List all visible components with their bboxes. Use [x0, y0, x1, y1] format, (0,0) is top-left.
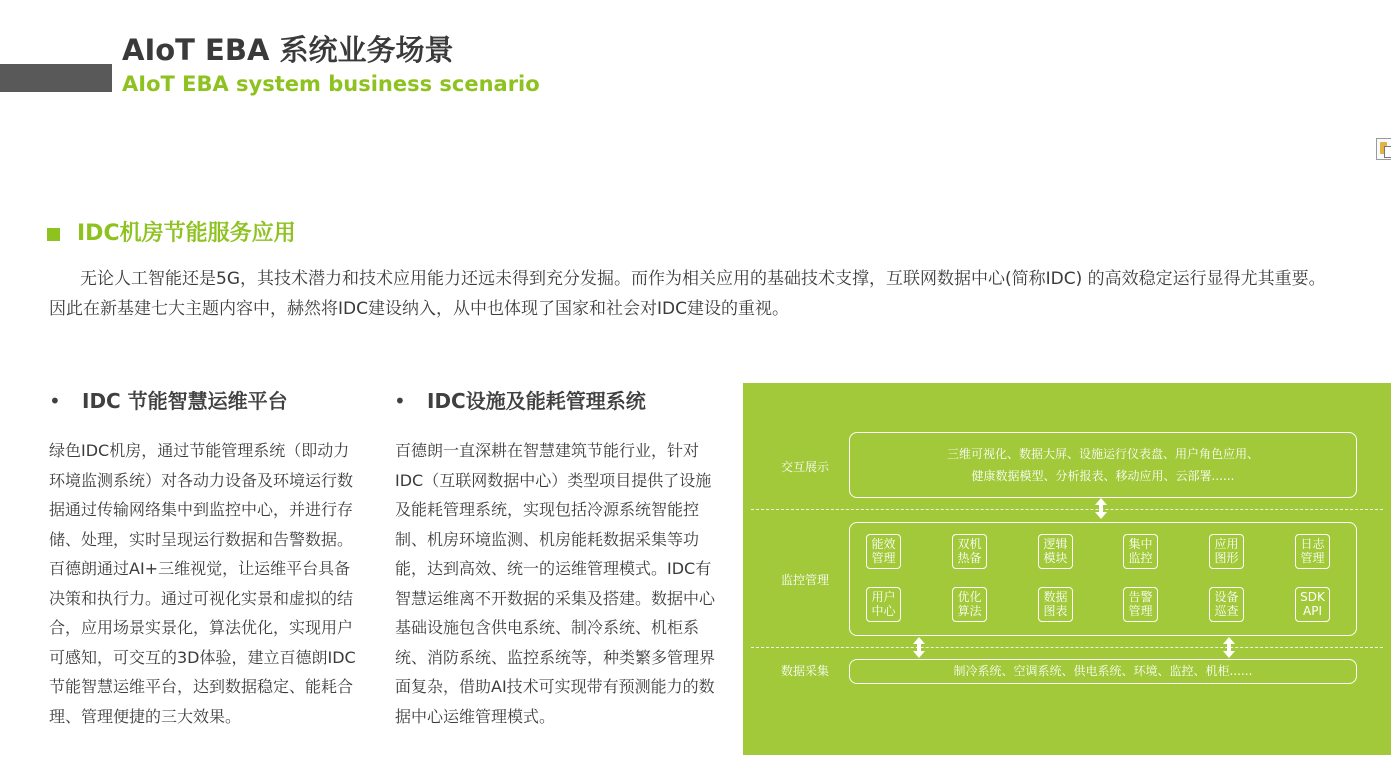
bullet-dot: •	[394, 389, 406, 413]
collect-layer-box: 制冷系统、空调系统、供电系统、环境、监控、机柜......	[849, 659, 1357, 684]
module-line: 应用	[1214, 537, 1239, 551]
architecture-diagram	[743, 383, 1391, 755]
module-line: 中心	[871, 604, 896, 618]
display-line: 健康数据模型、分析报表、移动应用、云部署......	[971, 469, 1235, 483]
section-title: IDC机房节能服务应用	[77, 221, 296, 246]
double-arrow-icon	[1095, 498, 1107, 519]
double-arrow-icon	[913, 637, 925, 658]
module-line: 优化	[957, 590, 982, 604]
module-line: 巡查	[1214, 604, 1239, 618]
module-line: 管理	[1300, 551, 1325, 565]
module-energy-management	[866, 534, 901, 569]
clipboard-icon[interactable]	[1376, 138, 1391, 160]
module-logic	[1038, 534, 1073, 569]
bullet-square-icon	[47, 228, 60, 241]
bullet-dot: •	[49, 389, 61, 413]
layer-label-monitor: 监控管理	[781, 573, 830, 587]
column-heading-text: IDC 节能智慧运维平台	[82, 389, 288, 413]
module-line: 告警	[1128, 590, 1153, 604]
column-body-facility: 百德朗一直深耕在智慧建筑节能行业，针对IDC（互联网数据中心）类型项目提供了设施及能耗管理系统，实现包括冷源系统智能控制、机房环境监测、机房能耗数据采集等功能，达到高效、统一的运维管理模式。IDC有智慧运维离不开数据的采集及搭建。数据中心基础设施包含供电系统、制冷系统、机柜系统、消防系统、监控系统等，种类繁多管理界面复杂，借助AI技术可实现带有预测能力的数据中心运维管理模式。	[395, 441, 716, 726]
module-line: 集中	[1128, 537, 1153, 551]
module-line: 热备	[957, 551, 982, 565]
header-accent-bar	[0, 64, 112, 92]
double-arrow-icon	[1223, 637, 1235, 658]
column-body-platform: 绿色IDC机房，通过节能管理系统（即动力环境监测系统）对各动力设备及环境运行数据通过传输网络集中到监控中心，并进行存储、处理，实时呈现运行数据和告警数据。百德朗通过AI+三维视觉，让运维平台具备决策和执行力。通过可视化实景和虚拟的结合，应用场景实景化，算法优化，实现用户可感知，可交互的3D体验，建立百德朗IDC节能智慧运维平台，达到数据稳定、能耗合理、管理便捷的三大效果。	[49, 441, 356, 726]
module-line: 图形	[1214, 551, 1239, 565]
module-line: 管理	[871, 551, 896, 565]
module-line: 能效	[871, 537, 896, 551]
module-line: 设备	[1214, 590, 1239, 604]
module-line: API	[1303, 604, 1322, 618]
module-line: 算法	[957, 604, 982, 618]
module-line: 模块	[1043, 551, 1068, 565]
module-line: 逻辑	[1043, 537, 1068, 551]
module-line: 双机	[957, 537, 982, 551]
layer-divider	[751, 509, 1383, 510]
module-device-inspection	[1209, 587, 1244, 622]
module-alarm-management	[1123, 587, 1158, 622]
module-sdk-api	[1295, 587, 1330, 622]
module-line: 监控	[1128, 551, 1153, 565]
module-line: 管理	[1128, 604, 1153, 618]
intro-paragraph: 无论人工智能还是5G，其技术潜力和技术应用能力还远未得到充分发掘。而作为相关应用的基础技术支撑，互联网数据中心(简称IDC) 的高效稳定运行显得尤其重要。因此在新基建七大主题内容中，赫然将IDC建设纳入，从中也体现了国家和社会对IDC建设的重视。	[49, 269, 1326, 319]
module-user-center	[866, 587, 901, 622]
module-dual-hot-standby	[952, 534, 987, 569]
module-line: 数据	[1043, 590, 1068, 604]
display-line: 三维可视化、数据大屏、设施运行仪表盘、用户角色应用、	[946, 447, 1259, 461]
column-heading-platform	[49, 386, 288, 416]
module-data-charts	[1038, 587, 1073, 622]
layer-divider	[751, 647, 1383, 648]
module-line: 日志	[1300, 537, 1325, 551]
layer-label-display: 交互展示	[781, 460, 830, 474]
layer-label-collect: 数据采集	[781, 664, 830, 678]
page-subtitle: AIoT EBA system business scenario	[122, 72, 540, 96]
module-line: 用户	[871, 590, 896, 604]
module-line: SDK	[1300, 590, 1325, 604]
module-central-monitoring	[1123, 534, 1158, 569]
module-log-management	[1295, 534, 1330, 569]
module-app-graphics	[1209, 534, 1244, 569]
column-heading-text: IDC设施及能耗管理系统	[427, 389, 646, 413]
display-layer-box	[849, 432, 1357, 498]
column-heading-facility	[394, 386, 646, 416]
monitor-layer-box	[849, 522, 1357, 636]
page-title: AIoT EBA 系统业务场景	[122, 33, 454, 67]
module-line: 图表	[1043, 604, 1068, 618]
module-optimization-algorithm	[952, 587, 987, 622]
